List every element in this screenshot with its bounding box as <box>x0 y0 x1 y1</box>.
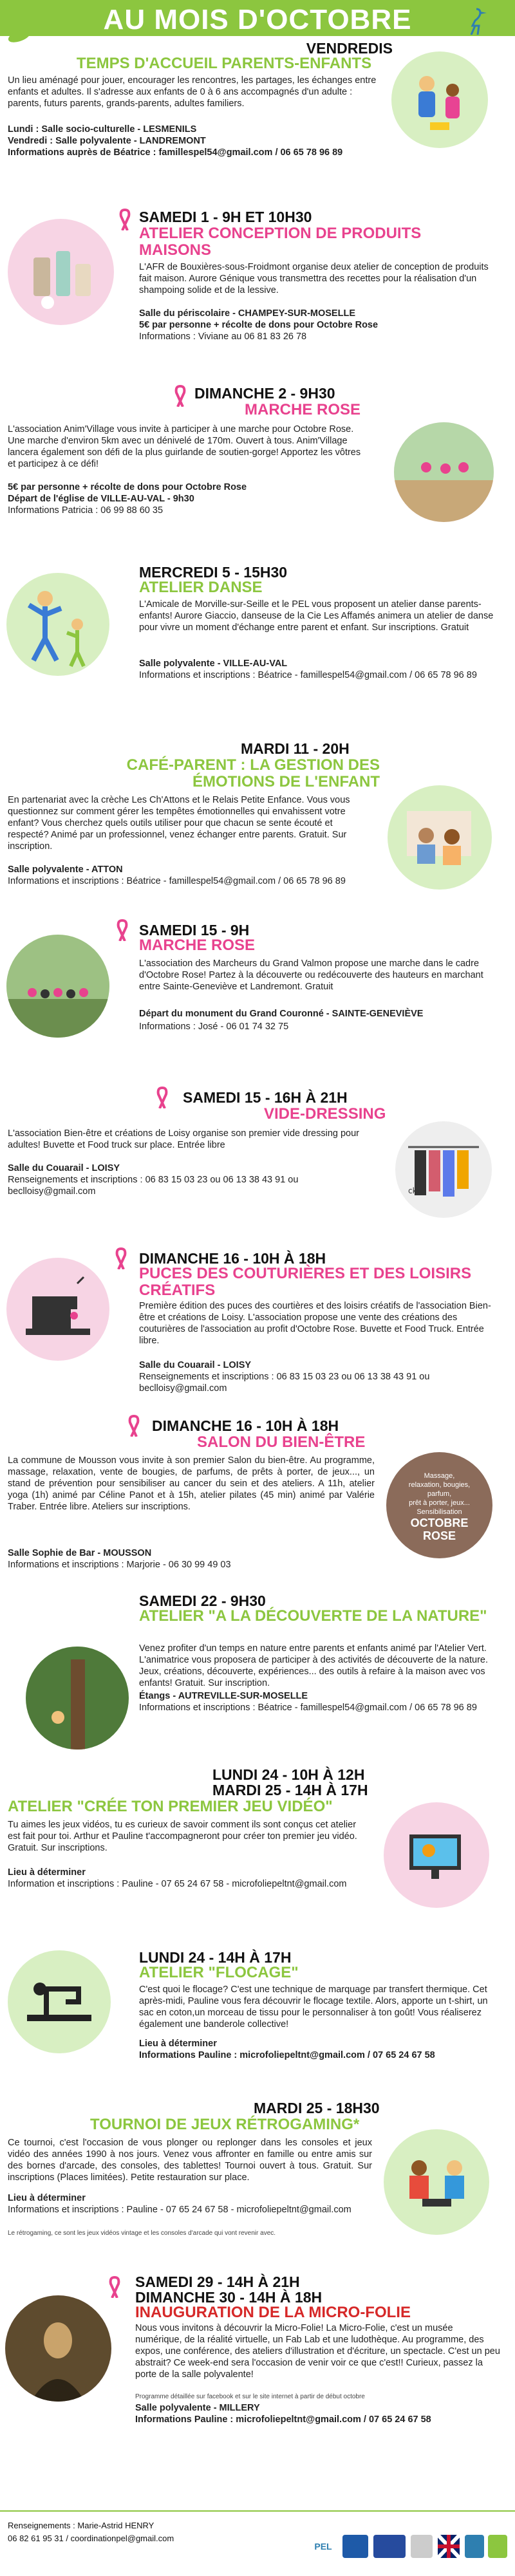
event-description: Un lieu aménagé pour jouer, encourager les rencontres, les partages, les échanges entre enfants et adultes. Il s'adresse aux enfants de 0 à 6 ans accompagnés d'un adulte : parents, futurs parents, grands-parents, adultes familiers. <box>8 75 377 109</box>
event-location: Lieu à déterminer <box>139 2039 217 2049</box>
salon-poster-line: OCTOBRE <box>410 1517 469 1529</box>
event-contact: Informations et inscriptions : Béatrice - famillespel54@gmail.com / 06 65 78 96 89 <box>8 876 346 886</box>
event-title: MARCHE ROSE <box>139 937 256 954</box>
event-contact: Informations Pauline : microfoliepeltnt@gmail.com / 07 65 24 67 58 <box>135 2414 431 2425</box>
event-contact: Informations auprès de Béatrice : famillespel54@gmail.com / 06 65 78 96 89 <box>8 147 343 158</box>
event-contact: Informations Pauline : microfoliepeltnt@gmail.com / 07 65 24 67 58 <box>139 2050 435 2060</box>
event-date: MARDI 11 - 20H <box>241 740 350 757</box>
partner-logo-1 <box>342 2535 368 2558</box>
pink-ribbon-icon <box>173 385 188 407</box>
leaf-decoration-icon <box>6 23 45 49</box>
event-description: La commune de Mousson vous invite à son premier Salon du bien-être. Au programme, massage, relaxation, vente de bougies, de parfums, de prêts à porter, de jeux..., un stand de prévention pour sensibiliser au cancer du sein et des ateliers. A 11h, atelier yoga (1h) animé par Céline Panot et à 15h, atelier pilates (45 min) animé par Valérie Traber. Entrée libre. Ateliers sur inscriptions. <box>8 1455 375 1512</box>
event-contact: Renseignements et inscriptions : 06 83 15 03 23 ou 06 13 38 43 91 ou beclloisy@gmail.com <box>139 1372 430 1394</box>
event-date: LUNDI 24 - 14H À 17H <box>139 1949 292 1966</box>
event-price: 5€ par personne + récolte de dons pour Octobre Rose <box>139 320 379 330</box>
walkers-photo <box>394 422 494 522</box>
salon-poster-text <box>386 1471 492 1542</box>
uk-flag-icon <box>438 2535 460 2558</box>
partner-logo-2 <box>373 2535 406 2558</box>
event-contact: Informations et inscriptions : Béatrice - famillespel54@gmail.com / 06 65 78 96 89 <box>139 670 477 680</box>
family-play-illustration <box>391 51 488 148</box>
event-title: ATELIER "CRÉE TON PREMIER JEU VIDÉO" <box>8 1798 333 1815</box>
sewing-machine-icon <box>6 1258 109 1361</box>
video-game-illustration <box>384 1802 489 1908</box>
mona-lisa-photo <box>5 2295 111 2402</box>
event-location: Salle polyvalente - MILLERY <box>135 2403 260 2413</box>
salon-poster-line: prêt à porter, jeux... <box>409 1499 470 1507</box>
event-date: SAMEDI 1 - 9H ET 10H30 <box>139 209 312 225</box>
event-location: Lieu à déterminer <box>8 2193 86 2203</box>
pel-logo: PEL <box>309 2535 337 2558</box>
event-date: LUNDI 24 - 10H À 12H <box>212 1766 365 1783</box>
event-description: Venez profiter d'un temps en nature entre parents et enfants animé par l'Atelier Vert. L'animatrice vous proposera de participer à des activités de découverte de la nature. Jeux, créations, découverte, expériences... des outils à refaire à la maison avec vos enfants! Gratuit. Sur inscription. <box>139 1643 488 1688</box>
event-contact: Informations Patricia : 06 99 88 60 35 <box>8 505 164 516</box>
heron-icon <box>462 6 488 35</box>
event-description: En partenariat avec la crèche Les Ch'Attons et le Relais Petite Enfance. Vous vous questionnez sur comment gérer les tempêtes émotionnelles qui envahissent votre enfant? Vous cherchez quels outils utiliser pour que chacun se sente écouté et respecté? Animé par un professionnel, venez échanger entre parents. Gratuit. Sur inscription. <box>8 795 350 852</box>
family-icon <box>391 51 488 148</box>
event-description: L'association Bien-être et créations de Loisy organise son premier vide dressing pour adultes! Buvette et Food truck sur place. Entrée libre <box>8 1128 360 1150</box>
partner-logo-5 <box>488 2535 507 2558</box>
arcade-players-illustration <box>384 2129 489 2235</box>
homemade-products-photo <box>8 219 114 325</box>
salon-poster-line: parfum, <box>427 1490 452 1498</box>
event-title: INAUGURATION DE LA MICRO-FOLIE <box>135 2304 411 2321</box>
event-date: MARDI 25 - 18H30 <box>254 2100 380 2116</box>
event-date: DIMANCHE 16 - 10H À 18H <box>139 1250 326 1267</box>
computer-icon <box>384 1802 489 1908</box>
event-date: DIMANCHE 2 - 9H30 <box>194 385 335 402</box>
event-title: SALON DU BIEN-ÊTRE <box>197 1433 366 1451</box>
event-description: Nous vous invitons à découvrir la Micro-Folie! La Micro-Folie, c'est un musée numérique, de la réalité virtuelle, un Fab Lab et une ludothèque. Au programme, des expos, une conférence, des ateliers d'illustration et d'écriture, un spectacle. C'est un peu abstrait? Ce week-end sera l'occasion de venir voir ce que c'est!! Curieux, passez la porte de la salle polyvalente! <box>135 2323 500 2380</box>
event-date-2: MARDI 25 - 14H À 17H <box>212 1782 368 1798</box>
salon-poster-line: ROSE <box>422 1529 456 1542</box>
event-title: MARCHE ROSE <box>245 401 361 418</box>
salon-poster-line: Sensibilisation <box>417 1508 462 1516</box>
event-date: DIMANCHE 16 - 10H À 18H <box>152 1417 339 1434</box>
group-icon <box>6 935 109 1038</box>
event-date: SAMEDI 15 - 9H <box>139 922 250 938</box>
event-contact: Informations et inscriptions : Béatrice - famillespel54@gmail.com / 06 65 78 96 89 <box>139 1703 477 1713</box>
event-location: Salle Sophie de Bar - MOUSSON <box>8 1548 152 1558</box>
clothes-rack-photo <box>395 1121 492 1218</box>
event-location-2: Vendredi : Salle polyvalente - LANDREMONT <box>8 136 206 146</box>
event-date: MERCREDI 5 - 15H30 <box>139 564 288 581</box>
event-title: ATELIER "A LA DÉCOUVERTE DE LA NATURE" <box>139 1607 487 1625</box>
event-description: L'association Anim'Village vous invite à participer à une marche pour Octobre Rose. Une marche d'environ 5km avec un dénivelé de 170m. Ouvert à tous. Anim'Village lancera également son défi de la plus guirlande de soutien-gorge! Apportez les vôtres et participez à ce défi! <box>8 424 361 469</box>
painting-icon <box>5 2295 111 2402</box>
event-location: Départ de l'église de VILLE-AU-VAL - 9h30 <box>8 494 194 504</box>
event-contact: Information et inscriptions : Pauline - 07 65 24 67 58 - microfoliepeltnt@gmail.com <box>8 1879 347 1889</box>
event-location: Lieu à déterminer <box>8 1867 86 1878</box>
bottles-icon <box>8 219 114 325</box>
event-location-1: Lundi : Salle socio-culturelle - LESMENILS <box>8 124 197 135</box>
event-date: VENDREDIS <box>306 40 393 57</box>
pink-ribbon-icon <box>117 209 133 230</box>
partner-logo-4 <box>465 2535 484 2558</box>
event-contact: Informations : Viviane au 06 81 83 26 78 <box>139 331 307 342</box>
heat-press-icon <box>8 1950 111 2053</box>
event-footnote: Le rétrogaming, ce sont les jeux vidéos vintage et les consoles d'arcade qui vont revenir avec. <box>8 2230 276 2237</box>
event-title: TEMPS D'ACCUEIL PARENTS-ENFANTS <box>76 55 372 72</box>
event-location: Salle polyvalente - VILLE-AU-VAL <box>139 658 288 669</box>
event-footnote: Programme détaillée sur facebook et sur le site internet à partir de début octobre <box>135 2393 365 2400</box>
event-title: ATELIER CONCEPTION DE PRODUITS MAISONS <box>139 225 422 259</box>
tree-icon <box>26 1647 129 1750</box>
event-date-2: DIMANCHE 30 - 14H À 18H <box>135 2289 323 2306</box>
event-description: Tu aimes les jeux vidéos, tu es curieux de savoir comment ils sont conçus cet atelier est fait pour toi. Arthur et Pauline t'accompagneront pour créer ton premier jeu vidéo. Gratuit. Sur inscriptions. <box>8 1820 357 1853</box>
page-title: AU MOIS D'OCTOBRE <box>103 4 412 35</box>
event-description: L'Amicale de Morville-sur-Seille et le PEL vous proposent un atelier danse parents-enfants! Aurore Giaccio, danseuse de la Cie Les Affamés animera un atelier de danse pour vivre un moment d'échange entre parent et enfant. Sur inscriptions. Gratuit <box>139 599 494 633</box>
event-title: VIDE-DRESSING <box>264 1105 386 1123</box>
event-price: 5€ par personne + récolte de dons pour Octobre Rose <box>8 482 247 492</box>
pink-ribbon-icon <box>126 1415 142 1437</box>
dance-illustration <box>6 573 109 676</box>
event-location: Étangs - AUTREVILLE-SUR-MOSELLE <box>139 1691 308 1701</box>
event-location: Départ du monument du Grand Couronné - SAINTE-GENEVIÈVE <box>139 1009 424 1019</box>
forest-photo <box>26 1647 129 1750</box>
event-title: PUCES DES COUTURIÈRES ET DES LOISIRS CRÉATIFS <box>139 1265 472 1299</box>
event-location: Salle du Couarail - LOISY <box>8 1163 120 1173</box>
pink-ribbon-icon <box>115 919 130 941</box>
event-contact: Informations : José - 06 01 74 32 75 <box>139 1022 289 1032</box>
partner-logo-flag <box>438 2535 460 2558</box>
footer-contact-details: 06 82 61 95 31 / coordinationpel@gmail.com <box>8 2534 174 2543</box>
event-title: ATELIER DANSE <box>139 579 263 596</box>
event-description: L'AFR de Bouxières-sous-Froidmont organise deux atelier de conception de produits fait maison. Aurore Génique vous transmettra des recettes pour la réalisation d'un shampoing solide et de la lessive. <box>139 262 489 295</box>
event-location: Salle du Couarail - LOISY <box>139 1360 252 1370</box>
event-date: SAMEDI 29 - 14H À 21H <box>135 2273 300 2290</box>
event-contact: Renseignements et inscriptions : 06 83 15 03 23 ou 06 13 38 43 91 ou beclloisy@gmail.com <box>8 1175 299 1197</box>
dancers-icon <box>6 573 109 676</box>
page-header <box>0 0 515 36</box>
walkers-icon <box>394 422 494 522</box>
gamers-icon <box>384 2129 489 2235</box>
event-description: Ce tournoi, c'est l'occasion de vous plonger ou replonger dans les consoles et jeux vidéo des années 1990 à nos jours. Venez vous affronter en famille ou entre amis sur des bornes d'arcade, des consoles, des tablettes! Tournoi ouvert à tous. Gratuit. Sur inscriptions (Places limitées). Petite restauration sur place. <box>8 2138 372 2183</box>
event-contact: Informations et inscriptions : Marjorie - 06 30 99 49 03 <box>8 1560 231 1570</box>
event-date: SAMEDI 22 - 9H30 <box>139 1592 266 1609</box>
event-title: TOURNOI DE JEUX RÉTROGAMING* <box>90 2116 360 2133</box>
event-description: Première édition des puces des courtières et des loisirs créatifs de l'association Bien-être et créations de Loisy. L'association propose une vente des créations des couturières de l'association au profit d'Octobre Rose. Buvette et Food Truck. Entrée libre. <box>139 1301 491 1346</box>
event-location: Salle polyvalente - ATTON <box>8 864 123 875</box>
clothes-icon <box>395 1121 492 1218</box>
sewing-illustration <box>6 1258 109 1361</box>
flocage-illustration <box>8 1950 111 2053</box>
event-date: SAMEDI 15 - 16H À 21H <box>183 1089 348 1106</box>
event-title: CAFÉ-PARENT : LA GESTION DES ÉMOTIONS DE L'ENFANT <box>126 756 380 790</box>
event-location: Salle du périscolaire - CHAMPEY-SUR-MOSELLE <box>139 308 355 319</box>
parents-icon <box>388 785 492 890</box>
event-description: C'est quoi le flocage? C'est une technique de marquage par transfert thermique. Cet après-midi, Pauline vous fera découvrir le flocage textile. Alors, apporte un t-shirt, un sac en coton,un morceau de tissu pour le personnaliser à ton goût! Vous réaliserez également une banderole collective! <box>139 1984 488 2030</box>
salon-poster-circle <box>386 1452 492 1558</box>
event-description: L'association des Marcheurs du Grand Valmon propose une marche dans le cadre d'Octobre Rose! Partez à la découverte ou redécouverte des hauteurs en marchant entre Sainte-Geneviève et Landremont. Gratuit <box>139 958 483 992</box>
group-walk-photo <box>6 935 109 1038</box>
pink-ribbon-icon <box>113 1247 129 1269</box>
event-title: ATELIER "FLOCAGE" <box>139 1964 299 1981</box>
sign-ck-label: ck <box>408 1186 417 1195</box>
parents-talking-photo <box>388 785 492 890</box>
salon-poster-line: Massage, <box>424 1472 455 1480</box>
salon-poster-line: relaxation, bougies, <box>408 1481 471 1489</box>
pink-ribbon-icon <box>107 2276 122 2298</box>
partner-logo-3 <box>411 2535 433 2558</box>
pink-ribbon-icon <box>154 1087 170 1108</box>
event-contact: Informations et inscriptions : Pauline - 07 65 24 67 58 - microfoliepeltnt@gmail.com <box>8 2205 351 2215</box>
footer-contact-name: Renseignements : Marie-Astrid HENRY <box>8 2521 154 2530</box>
